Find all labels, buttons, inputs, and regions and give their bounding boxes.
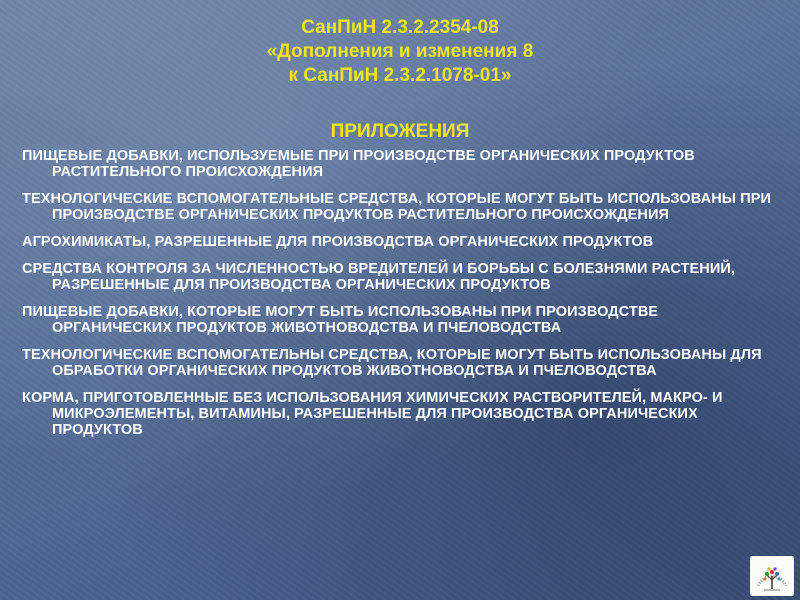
list-item: ПИЩЕВЫЕ ДОБАВКИ, КОТОРЫЕ МОГУТ БЫТЬ ИСПОЛЬЗОВАНЫ ПРИ ПРОИЗВОДСТВЕ ОРГАНИЧЕСКИХ ПРОДУКТОВ ЖИВОТНОВОДСТВА И ПЧЕЛОВОДСТВА xyxy=(22,304,659,336)
title-line-3: к СанПиН 2.3.2.1078-01» xyxy=(288,65,512,86)
section-heading: ПРИЛОЖЕНИЯ xyxy=(330,121,470,142)
list-item: АГРОХИМИКАТЫ, РАЗРЕШЕННЫЕ ДЛЯ ПРОИЗВОДСТВА ОРГАНИЧЕСКИХ ПРОДУКТОВ xyxy=(22,234,654,250)
list-item: ТЕХНОЛОГИЧЕСКИЕ ВСПОМОГАТЕЛЬНЫ СРЕДСТВА, КОТОРЫЕ МОГУТ БЫТЬ ИСПОЛЬЗОВАНЫ ДЛЯ ОБРАБОТКИ ОРГАНИЧЕСКИХ ПРОДУКТОВ ЖИВОТНОВОДСТВА И ПЧЕЛОВОДСТВА xyxy=(22,347,762,379)
list-item: ТЕХНОЛОГИЧЕСКИЕ ВСПОМОГАТЕЛЬНЫЕ СРЕДСТВА, КОТОРЫЕ МОГУТ БЫТЬ ИСПОЛЬЗОВАНЫ ПРИ ПРОИЗВОДСТВЕ ОРГАНИЧЕСКИХ ПРОДУКТОВ РАСТИТЕЛЬНОГО ПРОИСХОЖДЕНИЯ xyxy=(22,191,772,223)
tree-logo-icon xyxy=(750,556,794,596)
appendix-list xyxy=(22,148,782,449)
title-line-1: СанПиН 2.3.2.2354-08 xyxy=(301,17,499,38)
list-item: ПИЩЕВЫЕ ДОБАВКИ, ИСПОЛЬЗУЕМЫЕ ПРИ ПРОИЗВОДСТВЕ ОРГАНИЧЕСКИХ ПРОДУКТОВ РАСТИТЕЛЬНОГО ПРОИСХОЖДЕНИЯ xyxy=(22,148,695,180)
slide-title xyxy=(0,16,800,88)
list-item: КОРМА, ПРИГОТОВЛЕННЫЕ БЕЗ ИСПОЛЬЗОВАНИЯ ХИМИЧЕСКИХ РАСТВОРИТЕЛЕЙ, МАКРО- И МИКРОЭЛЕМЕНТЫ, ВИТАМИНЫ, РАЗРЕШЕННЫЕ ДЛЯ ПРОИЗВОДСТВА ОРГАНИЧЕСКИХ ПРОДУКТОВ xyxy=(22,390,723,438)
list-item: СРЕДСТВА КОНТРОЛЯ ЗА ЧИСЛЕННОСТЬЮ ВРЕДИТЕЛЕЙ И БОРЬБЫ С БОЛЕЗНЯМИ РАСТЕНИЙ, РАЗРЕШЕННЫЕ ДЛЯ ПРОИЗВОДСТВА ОРГАНИЧЕСКИХ ПРОДУКТОВ xyxy=(22,261,736,293)
title-line-2: «Дополнения и изменения 8 xyxy=(266,41,534,62)
